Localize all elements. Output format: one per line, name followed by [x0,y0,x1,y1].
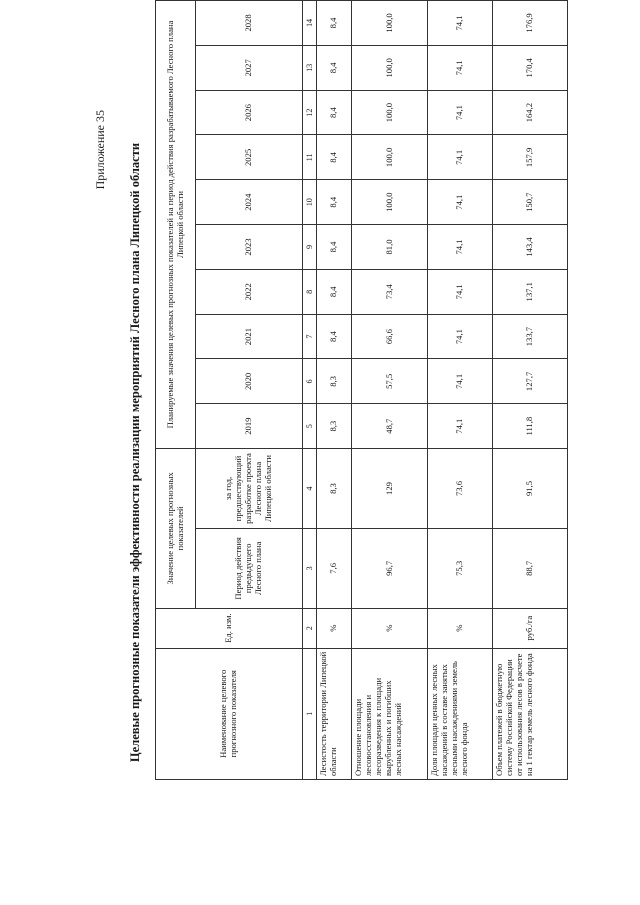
row-name: Отношение площади лесовосстановления и лесоразведения к площади вырубленных и погибших лесных насаждений [352,648,428,779]
col-number: 10 [303,180,317,225]
row-plan: 48,7 [352,404,428,449]
col-number: 7 [303,314,317,359]
row-last: 129 [352,449,428,529]
row-prev: 75,3 [428,528,493,608]
row-plan: 74,1 [428,45,493,90]
row-plan: 74,1 [428,90,493,135]
col-number: 9 [303,225,317,270]
row-plan: 111,8 [493,404,568,449]
row-plan: 133,7 [493,314,568,359]
col-number: 2 [303,608,317,648]
col-number: 1 [303,648,317,779]
header-year: 2019 [196,404,303,449]
table-row [352,1,428,780]
row-unit: % [317,608,352,648]
col-number: 6 [303,359,317,404]
col-number: 8 [303,269,317,314]
header-planned-group: Планируемые значения целевых прогнозных показателей на период действия разрабатываемого Лесного плана Липецкой области [156,1,196,449]
row-plan: 8,4 [317,90,352,135]
row-name: Лесистость территории Липецкой области [317,648,352,779]
row-last: 91,5 [493,449,568,529]
row-last: 73,6 [428,449,493,529]
row-name: Доля площади ценных лесных насаждений в составе занятых лесными насаждениями земель лесного фонда [428,648,493,779]
row-plan: 66,6 [352,314,428,359]
header-year: 2023 [196,225,303,270]
row-plan: 8,4 [317,45,352,90]
row-plan: 100,0 [352,45,428,90]
row-plan: 100,0 [352,90,428,135]
row-prev: 7,6 [317,528,352,608]
header-year: 2024 [196,180,303,225]
header-year: 2020 [196,359,303,404]
table-row [317,1,352,780]
col-number: 4 [303,449,317,529]
row-name: Объем платежей в бюджетную систему Российской Федерации от использования лесов в расчете на 1 гектар земель лесного фонда [493,648,568,779]
col-number: 3 [303,528,317,608]
row-plan: 74,1 [428,180,493,225]
row-plan: 74,1 [428,359,493,404]
row-plan: 8,4 [317,135,352,180]
header-year: 2025 [196,135,303,180]
header-name: Наименование целевого прогнозного показателя [156,648,303,779]
row-plan: 74,1 [428,135,493,180]
row-prev: 96,7 [352,528,428,608]
row-last: 8,3 [317,449,352,529]
row-plan: 100,0 [352,1,428,46]
row-plan: 74,1 [428,314,493,359]
row-plan: 73,4 [352,269,428,314]
row-plan: 74,1 [428,225,493,270]
row-unit: % [428,608,493,648]
row-plan: 8,4 [317,225,352,270]
row-unit: % [352,608,428,648]
row-plan: 8,4 [317,314,352,359]
header-year: 2028 [196,1,303,46]
row-plan: 8,3 [317,359,352,404]
header-values-group: Значение целевых прогнозных показателей [156,449,196,609]
header-year: 2027 [196,45,303,90]
row-plan: 137,1 [493,269,568,314]
header-prev-year: за год, предшествующий разработке проекта Лесного плана Липецкой области [196,449,303,529]
header-year: 2026 [196,90,303,135]
row-plan: 127,7 [493,359,568,404]
header-unit: Ед. изм. [156,608,303,648]
row-plan: 57,5 [352,359,428,404]
header-year: 2022 [196,269,303,314]
row-plan: 100,0 [352,135,428,180]
row-plan: 81,0 [352,225,428,270]
row-plan: 8,4 [317,180,352,225]
col-number: 14 [303,1,317,46]
row-plan: 164,2 [493,90,568,135]
row-unit: руб./га [493,608,568,648]
page-title: Целевые прогнозные показатели эффективности реализации мероприятий Лесного плана Липецкой области [128,142,142,763]
row-prev: 88,7 [493,528,568,608]
col-number: 11 [303,135,317,180]
row-plan: 74,1 [428,1,493,46]
row-plan: 157,9 [493,135,568,180]
appendix-label: Приложение 35 [93,110,107,190]
row-plan: 8,3 [317,404,352,449]
col-number: 13 [303,45,317,90]
table-row [493,1,568,780]
row-plan: 176,9 [493,1,568,46]
header-prev-period: Период действия предыдущего Лесного плана [196,528,303,608]
row-plan: 150,7 [493,180,568,225]
row-plan: 8,4 [317,1,352,46]
row-plan: 74,1 [428,404,493,449]
header-year: 2021 [196,314,303,359]
table-row [428,1,493,780]
row-plan: 170,4 [493,45,568,90]
row-plan: 74,1 [428,269,493,314]
row-plan: 143,4 [493,225,568,270]
row-plan: 100,0 [352,180,428,225]
row-plan: 8,4 [317,269,352,314]
indicators-table [155,0,568,780]
col-number: 12 [303,90,317,135]
col-number: 5 [303,404,317,449]
